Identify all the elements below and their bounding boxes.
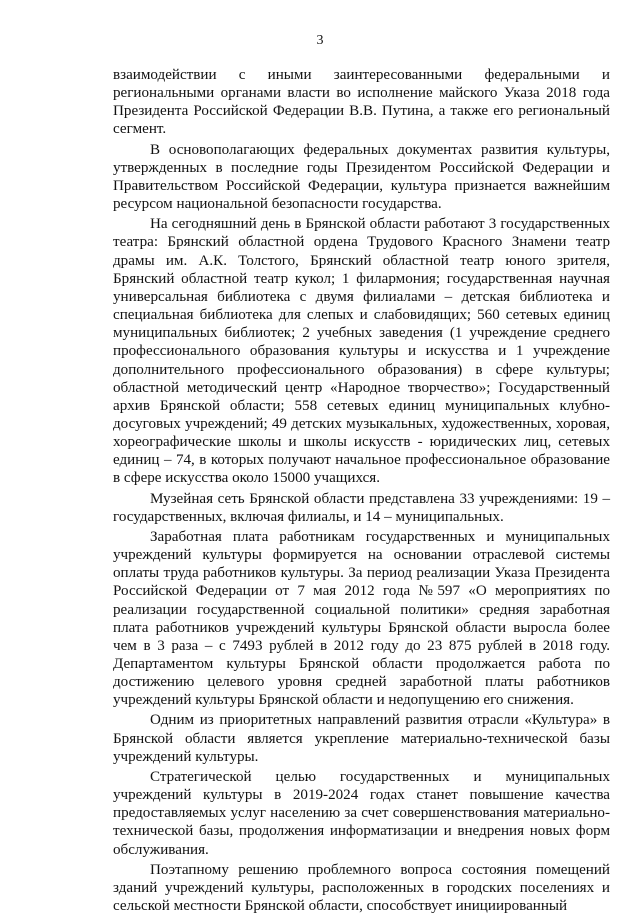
- paragraph: взаимодействии с иными заинтересованными федеральными и региональными органами власти во исполнение майского Указа 2018 года Президента Российской Федерации В.В. Путина, а также его региональный сегмент.: [113, 67, 610, 138]
- paragraph: Стратегической целью государственных и муниципальных учреждений культуры в 2019-2024 годах станет повышение качества предоставляемых услуг населению за счет совершенствования материально-технической базы, продолжения информатизации и внедрения новых форм обслуживания.: [113, 768, 610, 858]
- paragraph: В основополагающих федеральных документах развития культуры, утвержденных в последние годы Президентом Российской Федерации и Правительством Российской Федерации, культура признается важнейшим ресурсом национальной безопасности государства.: [113, 141, 610, 213]
- paragraph: Музейная сеть Брянской области представлена 33 учреждениями: 19 – государственных, включая филиалы, и 14 – муниципальных.: [113, 490, 610, 525]
- paragraph: Заработная плата работникам государственных и муниципальных учреждений культуры формируется на основании отраслевой системы оплаты труда работников культуры. За период реализации Указа Президента Российской Федерации от 7 мая 2012 года №597 «О мероприятиях по реализации государственной социальной политики» средняя заработная плата работников учреждений культуры Брянской области выросла более чем в 3 раза – с 7493 рублей в 2012 году до 23 875 рублей в 2018 году. Департаментом культуры Брянской области продолжается работа по достижению целевого уровня средней заработной платы работников учреждений культуры Брянской области и недопущению его снижения.: [113, 528, 610, 709]
- paragraph: Одним из приоритетных направлений развития отрасли «Культура» в Брянской области является укрепление материально-технической базы учреждений культуры.: [113, 712, 610, 765]
- page-number: 3: [316, 33, 324, 48]
- paragraph: Поэтапному решению проблемного вопроса состояния помещений зданий учреждений культуры, расположенных в городских поселениях и сельской местности Брянской области, способствует инициированный: [113, 861, 610, 915]
- paragraph: На сегодняшний день в Брянской области работают 3 государственных театра: Брянский областной ордена Трудового Красного Знамени театр драмы им. А.К. Толстого, Брянский областной театр юного зрителя, Брянский областной театр кукол; 1 филармония; государственная научная универсальная библиотека с двумя филиалами – детская библиотека и специальная библиотека для слепых и слабовидящих; 560 сетевых единиц муниципальных библиотек; 2 учебных заведения (1 учреждение среднего профессионального образования культуры и искусства и 1 учреждение дополнительного профессионального образования) в сфере культуры; областной методический центр «Народное творчество»; Государственный архив Брянской области; 558 сетевых единиц муниципальных клубно-досуговых учреждений; 49 детских музыкальных, художественных, хоровая, хореографические школы и школы искусств - юридических лиц, сетевых единиц – 74, в которых получают начальное профессиональное образование в сфере искусства около 15000 учащихся.: [113, 216, 610, 487]
- document-body: [113, 66, 610, 915]
